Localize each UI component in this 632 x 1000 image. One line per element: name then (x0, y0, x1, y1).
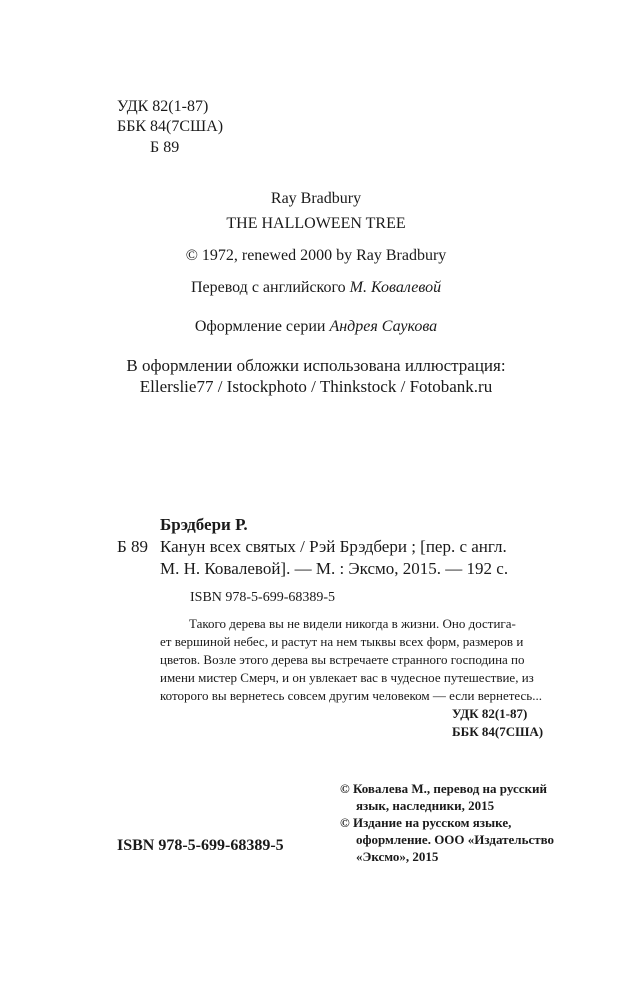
author-mark-top: Б 89 (150, 139, 180, 156)
original-copyright: © 1972, renewed 2000 by Ray Bradbury (185, 247, 447, 264)
designer-name: Андрея Саукова (329, 318, 438, 335)
annotation-line: цветов. Возле этого дерева вы встречаете странного господина по (160, 652, 525, 667)
udk-code-top: УДК 82(1-87) (117, 98, 209, 115)
translator-name: М. Ковалевой (349, 279, 442, 296)
rights-line3: © Издание на русском языке, (340, 815, 512, 830)
catalog-udk: УДК 82(1-87) (452, 706, 528, 721)
catalog-isbn: ISBN 978-5-699-68389-5 (190, 590, 336, 605)
bbk-code-top: ББК 84(7США) (117, 118, 224, 135)
catalog-annotation (160, 615, 562, 705)
annotation-line: имени мистер Смерч, и он увлекает вас в чудесное путешествие, из (160, 670, 534, 685)
rights-line4: оформление. ООО «Издательство (356, 832, 555, 847)
translation-credit (120, 278, 512, 298)
original-title: THE HALLOWEEN TREE (226, 215, 406, 232)
catalog-author-heading: Брэдбери Р. (160, 515, 248, 534)
rights-line2: язык, наследники, 2015 (356, 798, 495, 813)
catalog-entry-line1: Канун всех святых / Рэй Брэдбери ; [пер. с англ. (160, 537, 507, 556)
cover-credit-line1: В оформлении обложки использована иллюстрация: (126, 356, 506, 375)
catalog-author-mark: Б 89 (117, 537, 149, 556)
cover-credit-line2: Ellerslie77 / Istockphoto / Thinkstock / Fotobank.ru (139, 377, 493, 396)
bottom-isbn: ISBN 978-5-699-68389-5 (117, 837, 284, 854)
design-prefix: Оформление серии (194, 318, 330, 335)
annotation-line: которого вы вернетесь совсем другим человеком — если вернетесь... (160, 688, 542, 703)
catalog-bbk: ББК 84(7США) (452, 724, 544, 739)
rights-line5: «Эксмо», 2015 (356, 849, 439, 864)
original-author: Ray Bradbury (270, 190, 362, 207)
annotation-line: Такого дерева вы не видели никогда в жизни. Оно достига- (189, 616, 516, 631)
translation-prefix: Перевод с английского (190, 279, 350, 296)
annotation-line: ет вершиной небес, и растут на нем тыквы всех форм, размеров и (160, 634, 524, 649)
catalog-entry-line2: М. Н. Ковалевой]. — М. : Эксмо, 2015. — 192 с. (160, 559, 509, 578)
design-credit (120, 317, 512, 337)
rights-line1: © Ковалева М., перевод на русский (340, 781, 547, 796)
